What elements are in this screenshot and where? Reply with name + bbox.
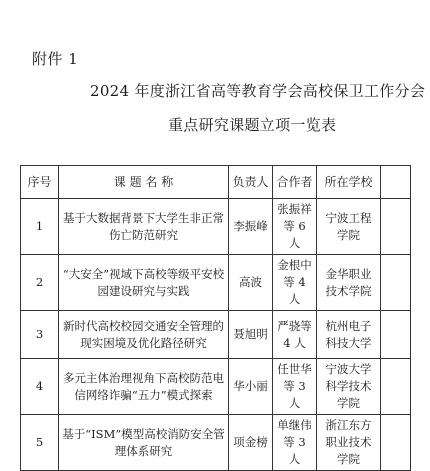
row-school: 杭州电子科技大学 (317, 311, 381, 359)
row-title: “大安全”视域下高校等级平安校园建设研究与实践 (59, 255, 229, 311)
row-collaborators: 任世华等 3 人 (273, 359, 317, 415)
row-no: 2 (21, 255, 59, 311)
row-school: 宁波工程学院 (317, 199, 381, 255)
row-school: 浙江东方职业技术学院 (317, 415, 381, 471)
row-leader: 高波 (229, 255, 273, 311)
project-table (20, 165, 411, 471)
row-collaborators: 金根中等 4 人 (273, 255, 317, 311)
row-title: 新时代高校校园交通安全管理的现实困境及优化路径研究 (59, 311, 229, 359)
row-extra (381, 199, 411, 255)
table-row (21, 199, 411, 255)
row-title: 多元主体治理视角下高校防范电信网络诈骗“五力”模式探索 (59, 359, 229, 415)
table-row (21, 311, 411, 359)
row-no: 4 (21, 359, 59, 415)
row-school: 宁波大学科学技术学院 (317, 359, 381, 415)
row-extra (381, 255, 411, 311)
row-title: 基于大数据背景下大学生非正常伤亡防范研究 (59, 199, 229, 255)
header-collaborators: 合作者 (273, 166, 317, 199)
header-leader: 负责人 (229, 166, 273, 199)
row-no: 5 (21, 415, 59, 471)
attachment-label: 附件 1 (32, 50, 79, 68)
row-extra (381, 415, 411, 471)
row-extra (381, 311, 411, 359)
row-leader: 聂旭明 (229, 311, 273, 359)
row-no: 3 (21, 311, 59, 359)
row-leader: 李振峰 (229, 199, 273, 255)
row-collaborators: 严骁等 4 人 (273, 311, 317, 359)
row-extra (381, 359, 411, 415)
table-row (21, 359, 411, 415)
table-row (21, 255, 411, 311)
document-subtitle: 重点研究课题立项一览表 (168, 116, 337, 134)
row-leader: 项金榜 (229, 415, 273, 471)
header-school: 所在学校 (317, 166, 381, 199)
header-extra (381, 166, 411, 199)
row-leader: 华小丽 (229, 359, 273, 415)
document-title: 2024 年度浙江省高等教育学会高校保卫工作分会 (90, 82, 426, 100)
header-no: 序号 (21, 166, 59, 199)
row-collaborators: 单继伟等 3 人 (273, 415, 317, 471)
table-header-row (21, 166, 411, 199)
header-title: 课 题 名 称 (59, 166, 229, 199)
row-collaborators: 张振祥等 6 人 (273, 199, 317, 255)
row-no: 1 (21, 199, 59, 255)
table-row (21, 415, 411, 471)
row-title: 基于“ISM”模型高校消防安全管理体系研究 (59, 415, 229, 471)
row-school: 金华职业技术学院 (317, 255, 381, 311)
